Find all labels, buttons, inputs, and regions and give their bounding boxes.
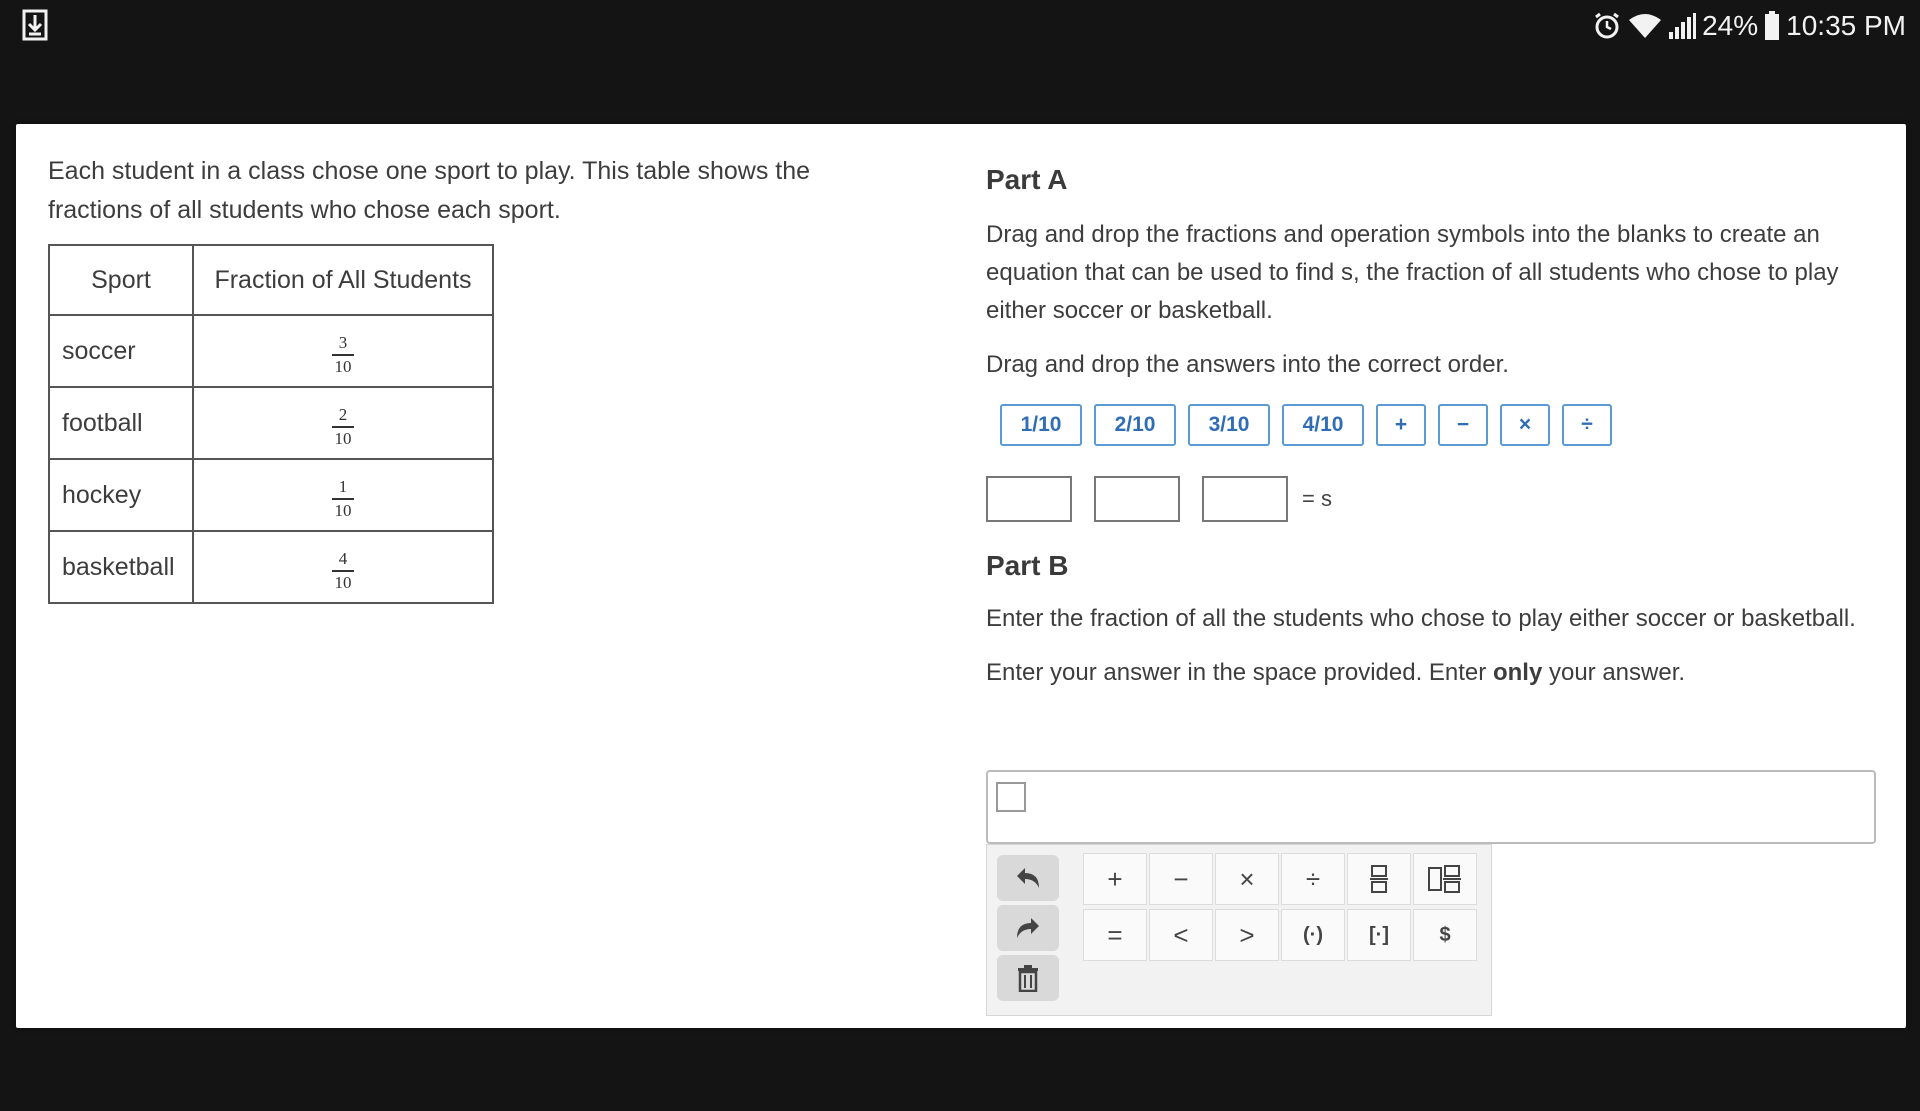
key-parentheses[interactable]: (·) xyxy=(1281,909,1345,961)
denominator: 10 xyxy=(334,572,352,592)
input-placeholder-box xyxy=(996,782,1026,812)
column-header-fraction: Fraction of All Students xyxy=(193,245,493,315)
drop-blank-1[interactable] xyxy=(986,476,1072,522)
tile-3-10[interactable]: 3/10 xyxy=(1188,404,1270,446)
drag-tiles xyxy=(1000,404,1886,446)
table-header-row xyxy=(49,245,493,315)
fraction-cell xyxy=(193,459,493,531)
symbol-keypad xyxy=(1083,853,1477,961)
tile-minus[interactable]: − xyxy=(1438,404,1488,446)
wifi-icon xyxy=(1628,12,1662,40)
column-header-sport: Sport xyxy=(49,245,193,315)
key-brackets[interactable]: [·] xyxy=(1347,909,1411,961)
fraction xyxy=(332,334,354,376)
intro-text: Each student in a class chose one sport to play. This table shows the fractions of all students who chose each sport. xyxy=(48,157,811,224)
trash-icon xyxy=(1016,964,1040,992)
sport-name: hockey xyxy=(49,459,193,531)
mixed-number-template-icon xyxy=(1428,864,1462,894)
equation-editor xyxy=(986,844,1492,1016)
key-less-than[interactable]: < xyxy=(1149,909,1213,961)
part-a-instruction: Drag and drop the fractions and operation symbols into the blanks to create an equation that can be used to find s, the fraction of all students who chose to play either soccer or basketball. xyxy=(986,221,1839,324)
key-minus[interactable]: − xyxy=(1149,853,1213,905)
battery-icon xyxy=(1764,11,1780,41)
table-row xyxy=(49,315,493,387)
alarm-icon xyxy=(1592,11,1622,41)
fraction-template-icon xyxy=(1369,864,1389,894)
table-row xyxy=(49,531,493,603)
numerator: 3 xyxy=(338,333,348,353)
numerator: 1 xyxy=(338,477,348,497)
fraction-cell xyxy=(193,315,493,387)
key-times[interactable]: × xyxy=(1215,853,1279,905)
redo-icon xyxy=(1013,914,1043,942)
signal-icon xyxy=(1668,12,1696,40)
status-bar xyxy=(0,0,1920,50)
undo-button[interactable] xyxy=(997,855,1059,901)
answer-input[interactable] xyxy=(986,770,1876,844)
part-a-title: Part A xyxy=(986,164,1068,195)
question-stem xyxy=(48,152,868,230)
tile-divide[interactable]: ÷ xyxy=(1562,404,1612,446)
table-row xyxy=(49,387,493,459)
clock: 10:35 PM xyxy=(1786,10,1906,41)
tile-1-10[interactable]: 1/10 xyxy=(1000,404,1082,446)
download-icon xyxy=(22,9,48,46)
key-equals[interactable]: = xyxy=(1083,909,1147,961)
redo-button[interactable] xyxy=(997,905,1059,951)
fraction-cell xyxy=(193,531,493,603)
question-card xyxy=(16,124,1906,1028)
battery-percent: 24% xyxy=(1702,10,1759,41)
equation-suffix: = s xyxy=(1302,486,1332,511)
tile-2-10[interactable]: 2/10 xyxy=(1094,404,1176,446)
denominator: 10 xyxy=(334,500,352,520)
part-a-instruction-order: Drag and drop the answers into the correct order. xyxy=(986,351,1509,378)
clear-button[interactable] xyxy=(997,955,1059,1001)
key-divide[interactable]: ÷ xyxy=(1281,853,1345,905)
part-b-instruction: Enter the fraction of all the students who chose to play either soccer or basketball. xyxy=(986,605,1856,632)
status-indicators xyxy=(1592,6,1906,46)
fraction-cell xyxy=(193,387,493,459)
numerator: 2 xyxy=(338,405,348,425)
fraction xyxy=(332,406,354,448)
equation-row xyxy=(986,476,1886,522)
tile-times[interactable]: × xyxy=(1500,404,1550,446)
drop-blank-3[interactable] xyxy=(1202,476,1288,522)
sport-name: basketball xyxy=(49,531,193,603)
part-b-title: Part B xyxy=(986,550,1069,581)
sport-name: soccer xyxy=(49,315,193,387)
key-fraction[interactable] xyxy=(1347,853,1411,905)
editor-actions xyxy=(997,855,1059,1005)
denominator: 10 xyxy=(334,428,352,448)
question-parts xyxy=(986,164,1886,692)
sport-name: football xyxy=(49,387,193,459)
tile-plus[interactable]: + xyxy=(1376,404,1426,446)
key-greater-than[interactable]: > xyxy=(1215,909,1279,961)
numerator: 4 xyxy=(338,549,348,569)
table-row xyxy=(49,459,493,531)
sports-table xyxy=(48,244,494,604)
key-mixed-number[interactable] xyxy=(1413,853,1477,905)
tile-4-10[interactable]: 4/10 xyxy=(1282,404,1364,446)
undo-icon xyxy=(1013,864,1043,892)
only-emphasis: only xyxy=(1492,659,1543,686)
part-b-instruction-entry: Enter your answer in the space provided. Enter only your answer. xyxy=(986,659,1686,686)
key-dollar[interactable]: $ xyxy=(1413,909,1477,961)
fraction xyxy=(332,478,354,520)
denominator: 10 xyxy=(334,356,352,376)
fraction xyxy=(332,550,354,592)
key-plus[interactable]: + xyxy=(1083,853,1147,905)
drop-blank-2[interactable] xyxy=(1094,476,1180,522)
